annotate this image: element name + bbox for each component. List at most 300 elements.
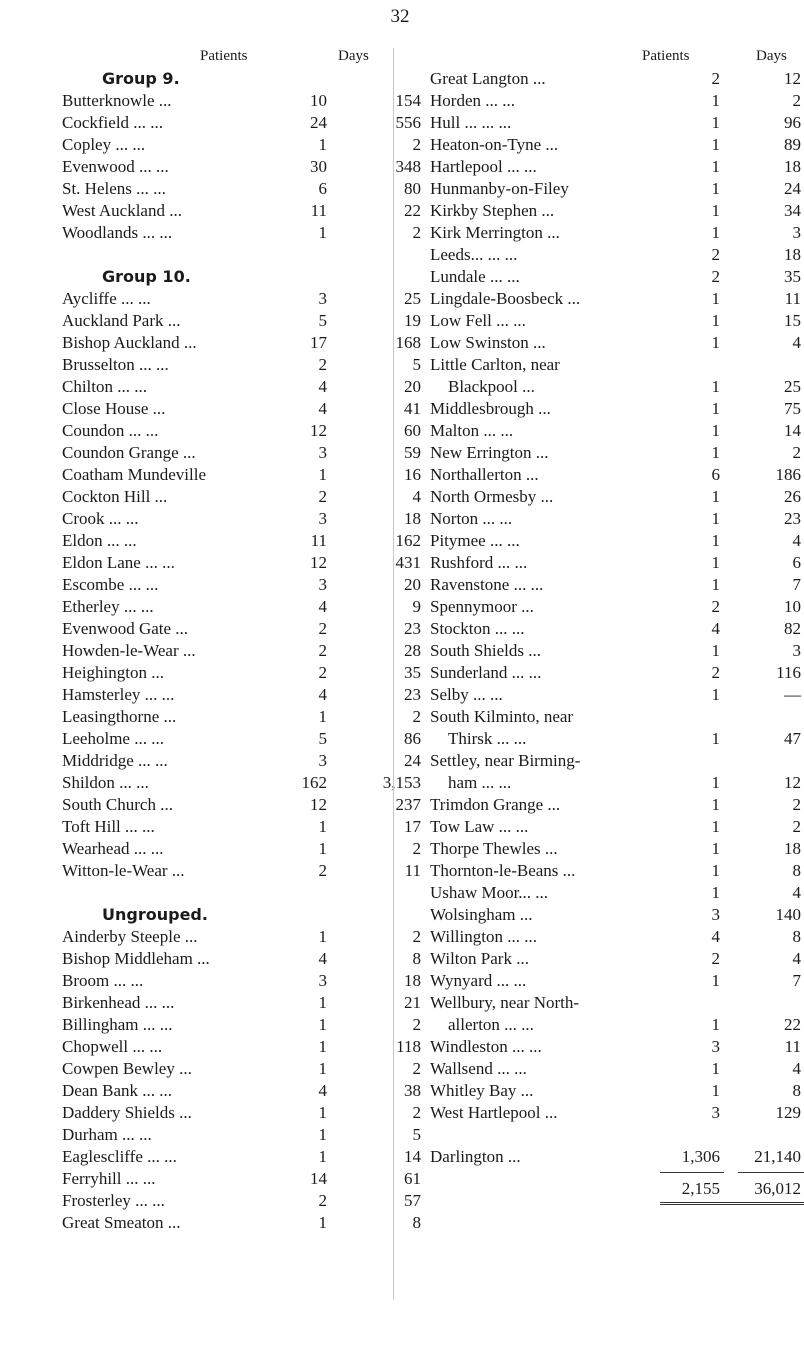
- table-row: [62, 222, 421, 244]
- patients-value: 1: [318, 1103, 327, 1122]
- days-value: 556: [395, 113, 421, 132]
- table-row: [62, 1058, 421, 1080]
- table-row: [430, 816, 800, 838]
- days-value: 20: [404, 377, 421, 396]
- days-value: 11: [404, 861, 421, 880]
- patients-value: 2: [711, 245, 720, 264]
- days-value: 4: [792, 883, 801, 902]
- table-row: [430, 552, 800, 574]
- place-name: Eldon Lane ... ...: [62, 553, 175, 572]
- patients-value: 1: [711, 443, 720, 462]
- days-value: 15: [784, 311, 801, 330]
- place-name: Witton-le-Wear ...: [62, 861, 185, 880]
- days-value: 25: [404, 289, 421, 308]
- group-heading: Group 10.: [102, 267, 191, 286]
- days-value: 16: [404, 465, 421, 484]
- place-name: South Church ...: [62, 795, 173, 814]
- table-row: [62, 398, 421, 420]
- days-value: 19: [404, 311, 421, 330]
- days-value: 2: [792, 795, 801, 814]
- patients-value: 1: [711, 729, 720, 748]
- patients-value: 1: [711, 575, 720, 594]
- place-name: Wellbury, near North-: [430, 993, 580, 1012]
- patients-value: 1: [711, 201, 720, 220]
- days-value: 17: [404, 817, 421, 836]
- place-name: Middlesbrough ...: [430, 399, 551, 418]
- days-value: 11: [784, 1037, 801, 1056]
- patients-value: 1: [711, 641, 720, 660]
- patients-value: 1: [711, 487, 720, 506]
- place-name: Whitley Bay ...: [430, 1081, 534, 1100]
- table-row: [62, 508, 421, 530]
- days-value: 8: [792, 861, 801, 880]
- place-name: Thorpe Thewles ...: [430, 839, 558, 858]
- place-name: Evenwood Gate ...: [62, 619, 189, 638]
- place-name: Daddery Shields ...: [62, 1103, 192, 1122]
- days-value: 4: [792, 949, 801, 968]
- patients-value: 1: [711, 135, 720, 154]
- column-divider: [393, 48, 394, 1300]
- patients-value: 3: [318, 575, 327, 594]
- place-name: Kirkby Stephen ...: [430, 201, 555, 220]
- place-name: Wilton Park ...: [430, 949, 529, 968]
- patients-value: 4: [318, 597, 327, 616]
- place-name: Butterknowle ...: [62, 91, 172, 110]
- days-value: 34: [784, 201, 801, 220]
- place-name: Bishop Middleham ...: [62, 949, 210, 968]
- table-row: [430, 662, 800, 684]
- days-value: 431: [395, 553, 421, 572]
- table-row: [430, 288, 800, 310]
- table-row: [62, 90, 421, 112]
- days-header: Days: [338, 48, 369, 64]
- patients-value: 3: [318, 289, 327, 308]
- place-name: Willington ... ...: [430, 927, 537, 946]
- days-value: 154: [395, 91, 421, 110]
- table-row: [430, 376, 800, 398]
- table-row: [62, 310, 421, 332]
- table-row: [62, 486, 421, 508]
- table-row: [62, 618, 421, 640]
- place-name: Great Langton ...: [430, 69, 546, 88]
- table-row: [430, 68, 800, 90]
- days-value: 80: [404, 179, 421, 198]
- days-value: 47: [784, 729, 801, 748]
- place-name: South Kilminto, near: [430, 707, 574, 726]
- total-patients: 2,155: [681, 1179, 720, 1198]
- place-name: Frosterley ... ...: [62, 1191, 165, 1210]
- days-value: 3,153: [382, 773, 421, 792]
- place-name: North Ormesby ...: [430, 487, 554, 506]
- patients-value: 1: [318, 707, 327, 726]
- patients-value: 1: [318, 465, 327, 484]
- place-name: Horden ... ...: [430, 91, 515, 110]
- table-row: [62, 992, 421, 1014]
- patients-value: 30: [310, 157, 327, 176]
- days-value: 8: [412, 949, 421, 968]
- patients-value: 1: [711, 311, 720, 330]
- table-row: [62, 684, 421, 706]
- place-name: Etherley ... ...: [62, 597, 154, 616]
- patients-value: 2: [318, 487, 327, 506]
- table-row: [430, 618, 800, 640]
- table-row: [430, 310, 800, 332]
- patients-value: 12: [310, 795, 327, 814]
- place-name: Rushford ... ...: [430, 553, 528, 572]
- place-name: Chilton ... ...: [62, 377, 148, 396]
- table-row: [430, 574, 800, 596]
- table-row: [430, 948, 800, 970]
- place-name: Heaton-on-Tyne ...: [430, 135, 559, 154]
- days-value: 14: [784, 421, 801, 440]
- patients-value: 11: [310, 531, 327, 550]
- patients-header: Patients: [642, 48, 690, 64]
- place-name: Thornton-le-Beans ...: [430, 861, 576, 880]
- place-name: Aycliffe ... ...: [62, 289, 151, 308]
- table-row: [430, 1058, 800, 1080]
- table-row: [430, 420, 800, 442]
- table-row: [430, 992, 800, 1014]
- days-value: 18: [404, 971, 421, 990]
- patients-value: 3: [318, 443, 327, 462]
- days-value: 237: [395, 795, 421, 814]
- days-value: 20: [404, 575, 421, 594]
- days-value: 2: [792, 817, 801, 836]
- patients-value: 4: [318, 685, 327, 704]
- table-row: [62, 200, 421, 222]
- place-name: West Auckland ...: [62, 201, 182, 220]
- table-row: [62, 1102, 421, 1124]
- place-name: Coundon ... ...: [62, 421, 159, 440]
- patients-value: 1: [318, 135, 327, 154]
- patients-value: 1: [711, 817, 720, 836]
- place-name: Copley ... ...: [62, 135, 146, 154]
- days-value: 118: [396, 1037, 421, 1056]
- patients-value: 3: [711, 1103, 720, 1122]
- days-value: 18: [784, 157, 801, 176]
- place-name: Crook ... ...: [62, 509, 139, 528]
- patients-value: 1: [711, 553, 720, 572]
- table-row: [62, 640, 421, 662]
- table-row: [62, 354, 421, 376]
- patients-value: 1: [711, 1059, 720, 1078]
- table-row: [62, 288, 421, 310]
- days-value: 60: [404, 421, 421, 440]
- place-name: Norton ... ...: [430, 509, 513, 528]
- patients-value: 1: [711, 971, 720, 990]
- table-row: [62, 574, 421, 596]
- place-name: Lundale ... ...: [430, 267, 520, 286]
- place-name: Cowpen Bewley ...: [62, 1059, 192, 1078]
- table-row: [430, 200, 800, 222]
- patients-value: 1: [711, 883, 720, 902]
- patients-value: 4: [318, 1081, 327, 1100]
- patients-value: 3: [318, 971, 327, 990]
- days-value: 35: [404, 663, 421, 682]
- place-name: Ferryhill ... ...: [62, 1169, 156, 1188]
- table-row: [430, 926, 800, 948]
- table-row: [62, 662, 421, 684]
- table-row: [62, 816, 421, 838]
- days-value: 18: [404, 509, 421, 528]
- patients-value: 1: [711, 839, 720, 858]
- place-name: Woodlands ... ...: [62, 223, 173, 242]
- table-row: [430, 640, 800, 662]
- table-row: [62, 596, 421, 618]
- table-row: [62, 772, 421, 794]
- days-value: 186: [775, 465, 801, 484]
- table-row: [430, 266, 800, 288]
- patients-value: 1: [318, 1213, 327, 1232]
- place-name: St. Helens ... ...: [62, 179, 166, 198]
- table-row: [430, 1036, 800, 1058]
- right-column: [430, 48, 800, 1208]
- place-name: Coundon Grange ...: [62, 443, 196, 462]
- days-value: 4: [412, 487, 421, 506]
- table-row: [430, 1014, 800, 1036]
- place-name: Middridge ... ...: [62, 751, 168, 770]
- place-name: Kirk Merrington ...: [430, 223, 560, 242]
- patients-value: 10: [310, 91, 327, 110]
- table-row: [62, 420, 421, 442]
- place-name: Close House ...: [62, 399, 166, 418]
- patients-value: 1: [318, 1147, 327, 1166]
- days-value: 24: [784, 179, 801, 198]
- patients-value: 1: [711, 113, 720, 132]
- days-value: 5: [412, 1125, 421, 1144]
- table-row: [430, 882, 800, 904]
- days-value: 4: [792, 333, 801, 352]
- place-name: Auckland Park ...: [62, 311, 181, 330]
- table-row: [62, 464, 421, 486]
- place-name: Lingdale-Boosbeck ...: [430, 289, 581, 308]
- group-heading: Ungrouped.: [102, 905, 208, 924]
- place-name: Blackpool ...: [448, 377, 535, 396]
- patients-value: 2: [318, 619, 327, 638]
- place-name: Spennymoor ...: [430, 597, 534, 616]
- patients-value: 1: [711, 333, 720, 352]
- place-name: Great Smeaton ...: [62, 1213, 181, 1232]
- patients-value: 1: [711, 531, 720, 550]
- patients-value: 1: [711, 179, 720, 198]
- days-value: 35: [784, 267, 801, 286]
- patients-value: 1,306: [681, 1147, 720, 1166]
- patients-value: 1: [711, 377, 720, 396]
- patients-value: 2: [318, 641, 327, 660]
- days-value: 2: [792, 443, 801, 462]
- table-row: [62, 376, 421, 398]
- patients-value: 2: [711, 949, 720, 968]
- patients-value: 24: [310, 113, 327, 132]
- place-name: Selby ... ...: [430, 685, 503, 704]
- table-row: [430, 970, 800, 992]
- days-value: 5: [412, 355, 421, 374]
- patients-value: 1: [318, 1059, 327, 1078]
- patients-value: 2: [711, 663, 720, 682]
- patients-value: 1: [318, 1125, 327, 1144]
- patients-value: 4: [711, 927, 720, 946]
- table-row: [430, 1102, 800, 1124]
- patients-value: 1: [711, 399, 720, 418]
- place-name: Sunderland ... ...: [430, 663, 542, 682]
- place-name: Wolsingham ...: [430, 905, 533, 924]
- patients-value: 14: [310, 1169, 327, 1188]
- patients-value: 3: [711, 1037, 720, 1056]
- place-name: Evenwood ... ...: [62, 157, 169, 176]
- patients-value: 17: [310, 333, 327, 352]
- table-row: [430, 684, 800, 706]
- days-header: Days: [756, 48, 787, 64]
- place-name: Cockton Hill ...: [62, 487, 168, 506]
- patients-value: 2: [318, 861, 327, 880]
- days-value: 116: [776, 663, 801, 682]
- right-body: [430, 68, 800, 1124]
- total-days: 36,012: [754, 1179, 801, 1198]
- days-value: 12: [784, 773, 801, 792]
- place-name: Low Fell ... ...: [430, 311, 526, 330]
- table-row: [430, 530, 800, 552]
- table-row: [430, 464, 800, 486]
- place-name: Leeholme ... ...: [62, 729, 164, 748]
- table-row: [62, 860, 421, 882]
- patients-value: 1: [318, 927, 327, 946]
- table-row: [430, 904, 800, 926]
- table-row: [430, 134, 800, 156]
- table-row: [62, 1190, 421, 1212]
- patients-value: 1: [711, 773, 720, 792]
- place-name: Malton ... ...: [430, 421, 514, 440]
- patients-value: 12: [310, 421, 327, 440]
- patients-value: 1: [711, 289, 720, 308]
- days-value: 2: [412, 223, 421, 242]
- patients-value: 11: [310, 201, 327, 220]
- days-value: 2: [412, 927, 421, 946]
- place-name: Howden-le-Wear ...: [62, 641, 196, 660]
- table-row: [430, 772, 800, 794]
- place-name: Ravenstone ... ...: [430, 575, 544, 594]
- place-name: Hamsterley ... ...: [62, 685, 175, 704]
- table-row: [430, 90, 800, 112]
- days-value: 8: [792, 927, 801, 946]
- table-row: [430, 486, 800, 508]
- place-name: Eldon ... ...: [62, 531, 137, 550]
- table-row: [62, 1124, 421, 1146]
- place-name: Escombe ... ...: [62, 575, 159, 594]
- place-name: Ainderby Steeple ...: [62, 927, 198, 946]
- days-value: 23: [404, 619, 421, 638]
- table-row: [62, 794, 421, 816]
- table-row: [430, 222, 800, 244]
- place-name: Wearhead ... ...: [62, 839, 164, 858]
- table-row: [62, 750, 421, 772]
- place-name: Chopwell ... ...: [62, 1037, 163, 1056]
- left-header: [62, 48, 402, 68]
- patients-value: 1: [711, 685, 720, 704]
- table-row: [62, 948, 421, 970]
- table-row: [62, 1080, 421, 1102]
- place-name: Toft Hill ... ...: [62, 817, 155, 836]
- place-name: Birkenhead ... ...: [62, 993, 175, 1012]
- patients-value: 4: [318, 399, 327, 418]
- days-value: 14: [404, 1147, 421, 1166]
- table-row: [62, 706, 421, 728]
- patients-value: 2: [711, 267, 720, 286]
- patients-value: 2: [318, 355, 327, 374]
- place-name: New Errington ...: [430, 443, 549, 462]
- days-value: 23: [404, 685, 421, 704]
- table-row: [62, 1212, 421, 1234]
- table-row: [430, 354, 800, 376]
- patients-value: 2: [711, 597, 720, 616]
- days-value: 57: [404, 1191, 421, 1210]
- table-row: [430, 112, 800, 134]
- table-row: [430, 156, 800, 178]
- patients-value: 3: [318, 751, 327, 770]
- table-row: [430, 838, 800, 860]
- table-row: [430, 706, 800, 728]
- table-row: [62, 838, 421, 860]
- table-row: [62, 1146, 421, 1168]
- patients-value: 6: [318, 179, 327, 198]
- table-row: [430, 860, 800, 882]
- group-heading: Group 9.: [102, 69, 180, 88]
- days-value: 38: [404, 1081, 421, 1100]
- days-value: 89: [784, 135, 801, 154]
- place-name: Hunmanby-on-Filey: [430, 179, 569, 198]
- days-value: 4: [792, 531, 801, 550]
- place-name: Brusselton ... ...: [62, 355, 169, 374]
- patients-value: 2: [318, 1191, 327, 1210]
- days-value: —: [784, 685, 801, 704]
- patients-value: 1: [711, 1081, 720, 1100]
- place-name: Shildon ... ...: [62, 773, 149, 792]
- days-value: 82: [784, 619, 801, 638]
- patients-value: 1: [711, 795, 720, 814]
- place-name: Settley, near Birming-: [430, 751, 581, 770]
- table-row: [62, 332, 421, 354]
- place-name: Wallsend ... ...: [430, 1059, 527, 1078]
- days-value: 3: [792, 223, 801, 242]
- days-value: 12: [784, 69, 801, 88]
- table-row: [430, 728, 800, 750]
- days-value: 7: [792, 575, 801, 594]
- place-name: Wynyard ... ...: [430, 971, 527, 990]
- place-name: West Hartlepool ...: [430, 1103, 558, 1122]
- patients-value: 1: [711, 1015, 720, 1034]
- days-value: 2: [412, 1059, 421, 1078]
- patients-value: 5: [318, 311, 327, 330]
- table-row: [62, 970, 421, 992]
- days-value: 21,140: [754, 1147, 801, 1166]
- patients-value: 5: [318, 729, 327, 748]
- days-value: 11: [784, 289, 801, 308]
- table-row: [430, 332, 800, 354]
- patients-value: 4: [318, 949, 327, 968]
- days-value: 2: [412, 839, 421, 858]
- place-name: Bishop Auckland ...: [62, 333, 197, 352]
- table-row: [430, 508, 800, 530]
- days-value: 18: [784, 245, 801, 264]
- patients-value: 3: [711, 905, 720, 924]
- days-value: 41: [404, 399, 421, 418]
- table-row: [62, 1014, 421, 1036]
- patients-value: 4: [318, 377, 327, 396]
- patients-value: 2: [318, 663, 327, 682]
- days-value: 9: [412, 597, 421, 616]
- days-value: 168: [395, 333, 421, 352]
- days-value: 75: [784, 399, 801, 418]
- place-name: Trimdon Grange ...: [430, 795, 561, 814]
